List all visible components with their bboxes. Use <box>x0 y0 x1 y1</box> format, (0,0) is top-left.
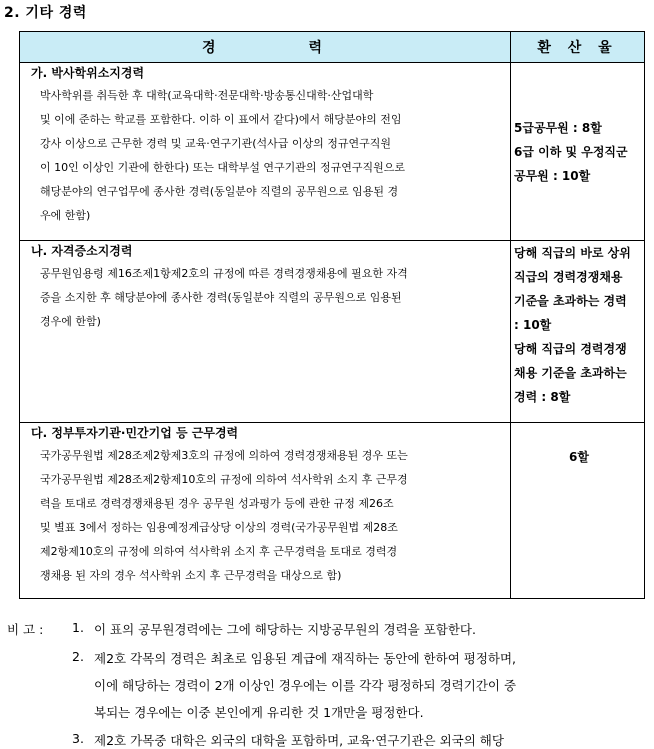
rate-cell <box>511 241 645 423</box>
table-row <box>20 423 645 599</box>
rate-line: 공무원 : 10할 <box>514 168 591 183</box>
note-line: 제2호 가목중 대학은 외국의 대학을 포함하며, 교육·연구기관은 외국의 해당 <box>94 733 504 748</box>
career-cell <box>20 63 511 241</box>
rate-line: 6할 <box>569 450 589 464</box>
note-line: 복되는 경우에는 이중 본인에게 유리한 것 1개만을 평정한다. <box>94 705 424 720</box>
description-line: 이 10인 이상인 기관에 한한다) 또는 대학부설 연구기관의 정규연구직원으로 <box>40 161 406 174</box>
rate-cell <box>511 63 645 241</box>
career-conversion-table <box>19 31 645 599</box>
rate-line: 5급공무원 : 8할 <box>514 120 602 135</box>
header-conversion-rate: 환 산 율 <box>511 32 645 63</box>
description-line: 력을 토대로 경력경쟁채용된 경우 공무원 성과평가 등에 관한 규정 제26조 <box>40 497 394 510</box>
rate-line: 채용 기준을 초과하는 <box>514 366 627 380</box>
note-number: 1. <box>72 620 84 635</box>
description-line: 국가공무원법 제28조제2항제3호의 규정에 의하여 경력경쟁채용된 경우 또는 <box>40 449 408 462</box>
rate-line: 직급의 경력경쟁채용 <box>514 270 623 284</box>
rate-line: 6급 이하 및 우정직군 <box>514 144 628 159</box>
note-line: 이 표의 공무원경력에는 그에 해당하는 지방공무원의 경력을 포함한다. <box>94 622 476 637</box>
rate-line: 경력 : 8할 <box>514 390 571 404</box>
career-cell <box>20 241 511 423</box>
description-line: 증을 소지한 후 해당분야에 종사한 경력(동일분야 직렬의 공무원으로 임용된 <box>40 291 402 304</box>
rate-text <box>511 423 644 469</box>
table-header-row <box>20 32 645 63</box>
rate-text <box>511 116 644 188</box>
section-title: 2. 기타 경력 <box>4 5 87 21</box>
description-line: 및 이에 준하는 학교를 포함한다. 이하 이 표에서 같다)에서 해당분야의 전임 <box>40 113 402 126</box>
rate-line: 당해 직급의 바로 상위 <box>514 246 631 260</box>
section-heading: 다. 정부투자기관·민간기업 등 근무경력 <box>31 426 239 440</box>
description-line: 경우에 한함) <box>40 315 101 328</box>
rate-text <box>511 241 644 409</box>
remarks-label: 비 고 : <box>7 622 44 637</box>
description-line: 국가공무원법 제28조제2항제10호의 규정에 의하여 석사학위 소지 후 근무경 <box>40 473 408 486</box>
section-heading: 나. 자격증소지경력 <box>31 244 133 258</box>
description-line: 공무원임용령 제16조제1항제2호의 규정에 따른 경력경쟁채용에 필요한 자격 <box>40 267 408 280</box>
section-description <box>20 442 495 592</box>
section-description <box>20 260 495 338</box>
description-line: 쟁채용 된 자의 경우 석사학위 소지 후 근무경력을 대상으로 함) <box>40 569 342 582</box>
description-line: 박사학위를 취득한 후 대학(교육대학·전문대학·방송통신대학·산업대학 <box>40 89 374 102</box>
note-line: 제2호 각목의 경력은 최초로 임용된 계급에 재직하는 동안에 한하여 평정하며, <box>94 651 517 666</box>
section-description <box>20 82 495 232</box>
description-line: 우에 한함) <box>40 209 91 222</box>
description-line: 해당분야의 연구업무에 종사한 경력(동일분야 직렬의 공무원으로 임용된 경 <box>40 185 399 198</box>
rate-line: : 10할 <box>514 318 552 332</box>
rate-line: 당해 직급의 경력경쟁 <box>514 342 627 356</box>
note-line: 이에 해당하는 경력이 2개 이상인 경우에는 이를 각각 평정하되 경력기간이 중 <box>94 678 517 693</box>
table-row <box>20 63 645 241</box>
section-heading: 가. 박사학위소지경력 <box>31 66 145 80</box>
note-number: 3. <box>72 731 84 746</box>
rate-cell <box>511 423 645 599</box>
header-career: 경 력 <box>20 32 511 63</box>
description-line: 및 별표 3에서 정하는 임용예정계급상당 이상의 경력(국가공무원법 제28조 <box>40 521 398 534</box>
career-cell <box>20 423 511 599</box>
description-line: 제2항제10호의 규정에 의하여 석사학위 소지 후 근무경력을 토대로 경력경 <box>40 545 398 558</box>
table-row <box>20 241 645 423</box>
description-line: 강사 이상으로 근무한 경력 및 교육·연구기관(석사급 이상의 정규연구직원 <box>40 137 392 150</box>
rate-line: 기준을 초과하는 경력 <box>514 294 627 308</box>
note-number: 2. <box>72 649 84 664</box>
